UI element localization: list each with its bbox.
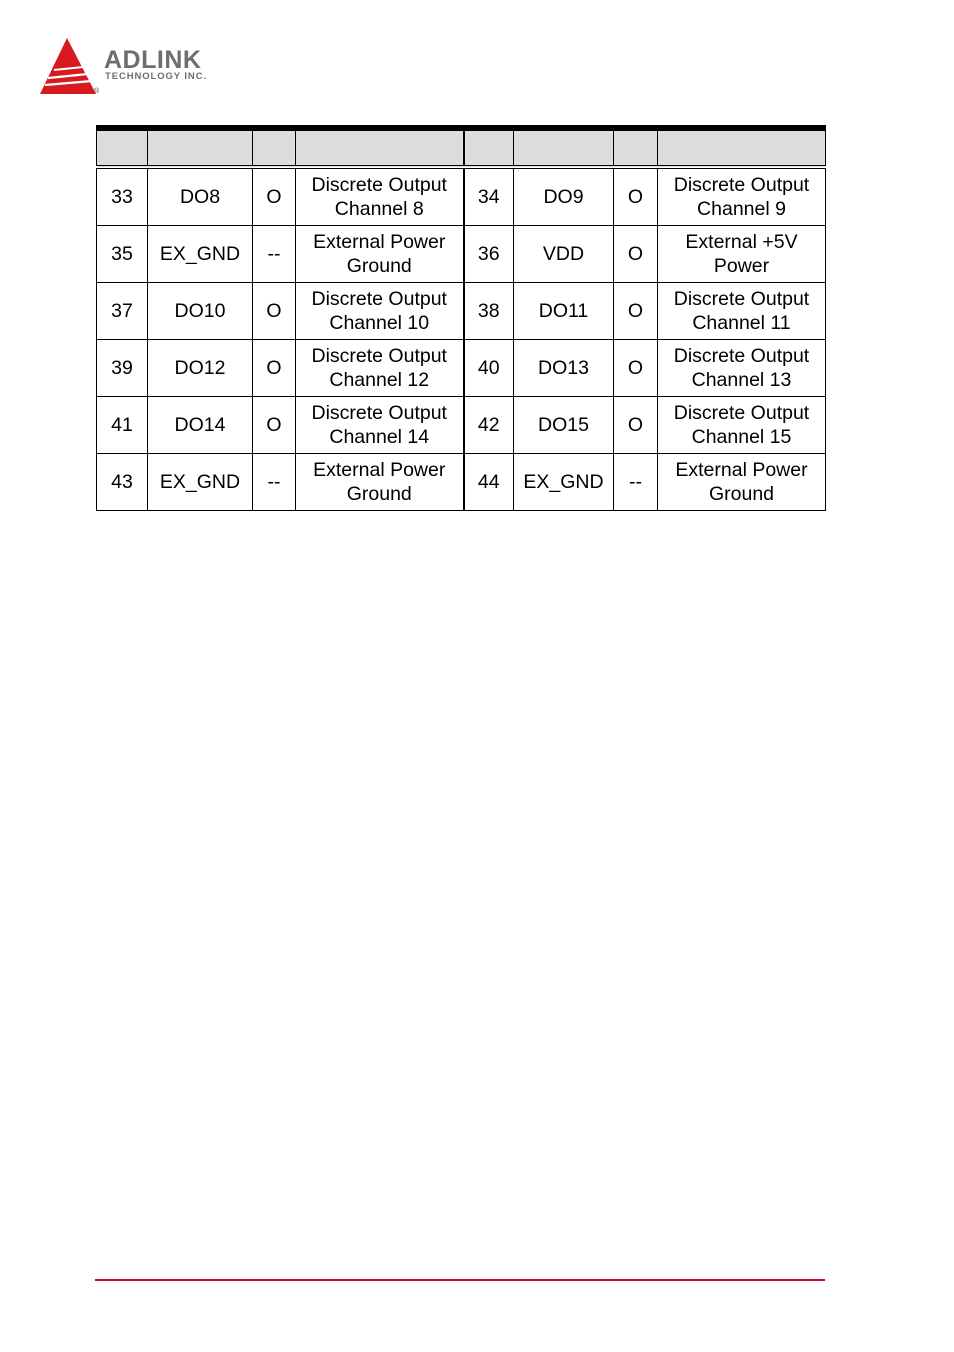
cell-pin: 35 [97, 226, 148, 283]
cell-description: Discrete Output Channel 9 [658, 167, 826, 226]
header-cell-pin [97, 128, 148, 167]
cell-type: O [614, 283, 658, 340]
logo-registered-mark: ® [94, 88, 100, 95]
cell-pin: 43 [97, 454, 148, 511]
cell-pin: 41 [97, 397, 148, 454]
cell-type: O [253, 167, 296, 226]
header-cell-pin-2 [464, 128, 514, 167]
cell-description: Discrete Output Channel 13 [658, 340, 826, 397]
cell-pin: 38 [464, 283, 514, 340]
cell-description: Discrete Output Channel 11 [658, 283, 826, 340]
pin-assignment-table [96, 125, 826, 511]
cell-description: Discrete Output Channel 8 [296, 167, 464, 226]
footer-divider [95, 1279, 825, 1281]
cell-description: Discrete Output Channel 15 [658, 397, 826, 454]
cell-signal: DO11 [514, 283, 614, 340]
cell-type: O [253, 397, 296, 454]
table-row [97, 397, 826, 454]
cell-signal: DO14 [148, 397, 253, 454]
header-cell-signal-2 [514, 128, 614, 167]
cell-pin: 40 [464, 340, 514, 397]
header-cell-description-2 [658, 128, 826, 167]
header-cell-type [253, 128, 296, 167]
logo-name: ADLINK [104, 46, 202, 74]
cell-signal: DO9 [514, 167, 614, 226]
cell-signal: VDD [514, 226, 614, 283]
cell-description: External Power Ground [296, 226, 464, 283]
cell-pin: 37 [97, 283, 148, 340]
cell-signal: DO12 [148, 340, 253, 397]
cell-pin: 44 [464, 454, 514, 511]
cell-signal: DO10 [148, 283, 253, 340]
cell-description: External Power Ground [296, 454, 464, 511]
table-row [97, 454, 826, 511]
table-row [97, 283, 826, 340]
cell-signal: DO15 [514, 397, 614, 454]
cell-type: -- [614, 454, 658, 511]
table-row [97, 226, 826, 283]
cell-type: O [614, 397, 658, 454]
header-cell-type-2 [614, 128, 658, 167]
cell-type: -- [253, 454, 296, 511]
cell-type: O [253, 283, 296, 340]
cell-signal: DO8 [148, 167, 253, 226]
cell-signal: EX_GND [148, 226, 253, 283]
cell-pin: 33 [97, 167, 148, 226]
cell-signal: EX_GND [514, 454, 614, 511]
cell-type: -- [253, 226, 296, 283]
cell-description: External +5V Power [658, 226, 826, 283]
cell-description: External Power Ground [658, 454, 826, 511]
cell-type: O [614, 340, 658, 397]
logo-subtitle: TECHNOLOGY INC. [105, 71, 207, 82]
cell-signal: DO13 [514, 340, 614, 397]
cell-pin: 42 [464, 397, 514, 454]
cell-description: Discrete Output Channel 12 [296, 340, 464, 397]
table-row [97, 167, 826, 226]
cell-signal: EX_GND [148, 454, 253, 511]
cell-pin: 34 [464, 167, 514, 226]
cell-description: Discrete Output Channel 10 [296, 283, 464, 340]
table-row [97, 340, 826, 397]
adlink-logo [38, 36, 238, 98]
cell-pin: 39 [97, 340, 148, 397]
cell-description: Discrete Output Channel 14 [296, 397, 464, 454]
cell-type: O [253, 340, 296, 397]
header-cell-signal [148, 128, 253, 167]
cell-type: O [614, 167, 658, 226]
logo-triangle-icon [38, 36, 100, 98]
cell-type: O [614, 226, 658, 283]
header-cell-description [296, 128, 464, 167]
table-header-row [97, 128, 826, 167]
cell-pin: 36 [464, 226, 514, 283]
